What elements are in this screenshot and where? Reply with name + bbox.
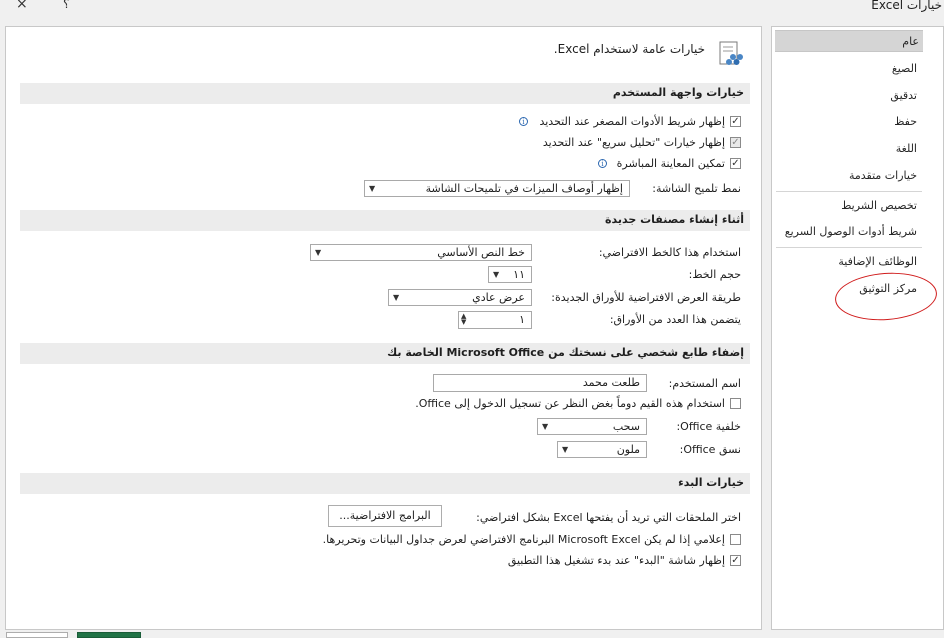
new-workbooks-header: أثناء إنشاء مصنفات جديدة <box>20 210 750 231</box>
cancel-button[interactable] <box>6 632 68 638</box>
mini-toolbar-label: إظهار شريط الأدوات المصغر عند التحديد <box>539 115 725 128</box>
default-extensions-label: اختر الملحقات التي تريد أن يفتحها Excel بشكل افتراضي: <box>476 511 741 524</box>
sidebar-item-advanced[interactable]: خيارات متقدمة <box>848 169 917 182</box>
notify-default-label: إعلامي إذا لم يكن Microsoft Excel البرنامج الافتراضي لعرض جداول البيانات وتحريرها. <box>322 533 725 546</box>
sidebar-item-language[interactable]: اللغة <box>895 142 917 155</box>
sidebar-item-customize-ribbon[interactable]: تخصيص الشريط <box>841 199 917 212</box>
sidebar-item-general[interactable]: عام <box>902 35 919 48</box>
chevron-down-icon: ▼ <box>493 270 500 279</box>
intro-text: خيارات عامة لاستخدام Excel. <box>553 42 705 56</box>
screentip-label: نمط تلميح الشاشة: <box>652 182 741 195</box>
chevron-down-icon: ▼ <box>542 422 549 431</box>
chevron-down-icon: ▼ <box>369 184 376 193</box>
sidebar-selection-highlight <box>775 30 923 52</box>
font-size-dropdown[interactable]: ١١ ▼ <box>488 266 532 283</box>
startup-options-header: خيارات البدء <box>20 473 750 494</box>
username-input[interactable]: طلعت محمد <box>433 374 647 392</box>
general-options-icon <box>717 40 745 68</box>
office-theme-dropdown[interactable]: ملون ▼ <box>557 441 647 458</box>
office-theme-label: نسق Office: <box>679 443 741 456</box>
window-title: خيارات Excel <box>871 0 942 12</box>
office-background-dropdown[interactable]: سحب ▼ <box>537 418 647 435</box>
ok-button[interactable] <box>77 632 141 638</box>
ui-options-header: خيارات واجهة المستخدم <box>20 83 750 104</box>
info-icon: i <box>598 159 607 168</box>
default-view-dropdown[interactable]: عرض عادي ▼ <box>388 289 532 306</box>
sidebar-item-proofing[interactable]: تدقيق <box>890 89 917 102</box>
show-start-screen-checkbox[interactable]: ✓ <box>731 555 740 566</box>
quick-analysis-label: إظهار خيارات "تحليل سريع" عند التحديد <box>542 136 725 149</box>
chevron-down-icon: ▼ <box>315 248 322 257</box>
general-options-panel <box>5 26 762 630</box>
sidebar-item-trust-center[interactable]: مركز التوثيق <box>859 282 917 295</box>
font-size-label: حجم الخط: <box>688 268 741 281</box>
mini-toolbar-checkbox[interactable]: ✓ <box>731 116 740 127</box>
sidebar-divider <box>776 191 922 192</box>
notify-default-checkbox[interactable] <box>730 534 741 545</box>
sidebar-item-save[interactable]: حفظ <box>894 115 917 128</box>
default-font-label: استخدام هذا كالخط الافتراضي: <box>598 246 741 259</box>
personalize-header: إضفاء طابع شخصي على نسختك من Microsoft Office الخاصة بك <box>20 343 750 364</box>
sheet-count-label: يتضمن هذا العدد من الأوراق: <box>609 313 741 326</box>
always-use-values-label: استخدام هذه القيم دوماً بغض النظر عن تسجيل الدخول إلى Office. <box>415 397 725 410</box>
close-icon[interactable]: × <box>16 0 28 12</box>
screentip-dropdown[interactable]: إظهار أوصاف الميزات في تلميحات الشاشة ▼ <box>364 180 630 197</box>
default-view-label: طريقة العرض الافتراضية للأوراق الجديدة: <box>551 291 741 304</box>
chevron-down-icon: ▼ <box>562 445 569 454</box>
info-icon: i <box>519 117 528 126</box>
sheet-count-spinner[interactable]: ١ ▲ ▼ <box>458 311 532 329</box>
username-label: اسم المستخدم: <box>668 377 741 390</box>
help-icon[interactable]: ؟ <box>63 0 70 11</box>
live-preview-checkbox[interactable]: ✓ <box>731 158 740 169</box>
sidebar-divider <box>776 247 922 248</box>
office-background-label: خلفية Office: <box>676 420 741 433</box>
show-start-screen-label: إظهار شاشة "البدء" عند بدء تشغيل هذا التطبيق <box>507 554 725 567</box>
default-programs-button[interactable]: البرامج الافتراضية... <box>328 505 442 527</box>
sidebar-item-quick-access-toolbar[interactable]: شريط أدوات الوصول السريع <box>784 225 917 238</box>
always-use-values-checkbox[interactable] <box>730 398 741 409</box>
spinner-arrows-icon[interactable]: ▲ ▼ <box>461 312 467 326</box>
options-sidebar <box>771 26 944 630</box>
sidebar-item-formulas[interactable]: الصيغ <box>891 62 917 75</box>
quick-analysis-checkbox[interactable]: ✓ <box>731 137 740 148</box>
title-bar <box>0 0 944 16</box>
sidebar-item-add-ins[interactable]: الوظائف الإضافية <box>838 255 917 268</box>
chevron-down-icon: ▼ <box>393 293 400 302</box>
default-font-dropdown[interactable]: خط النص الأساسي ▼ <box>310 244 532 261</box>
live-preview-label: تمكين المعاينة المباشرة <box>616 157 725 170</box>
